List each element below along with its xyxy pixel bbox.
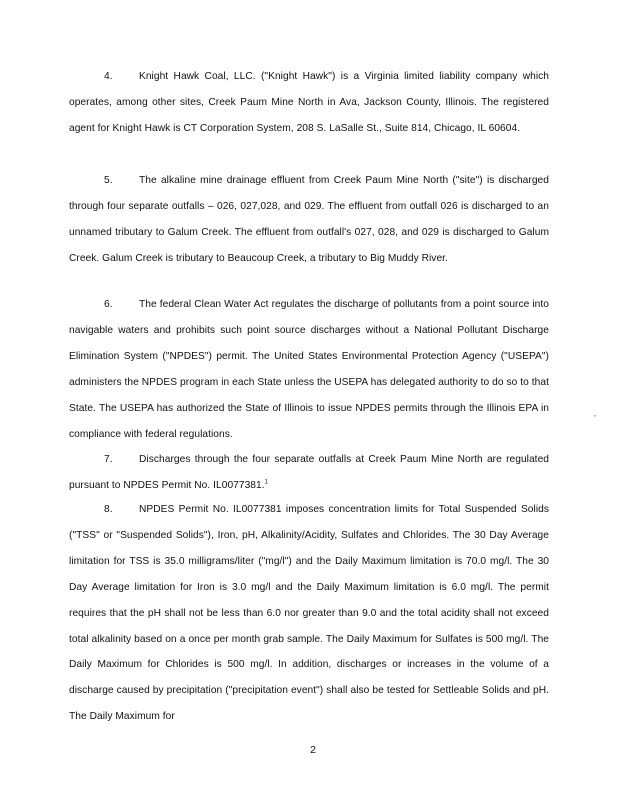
paragraph-text: The alkaline mine drainage effluent from Creek Paum Mine North ("site") is discharged through four separate outfalls – 026, 027,028, and 029. The effluent from outfall 026 is discharged to an unnamed tributary to Galum Creek. The effluent from outfall's 027, 028, and 029 is discharged to Galum Creek. Galum Creek is tributary to Beaucoup Creek, a tributary to Big Muddy River. [69, 175, 549, 264]
footnote-marker: 1 [264, 479, 269, 486]
paragraph-5 [69, 168, 549, 272]
page-number: 2 [310, 744, 316, 756]
paragraph-number: 6. [104, 299, 113, 310]
paragraph-7 [69, 447, 549, 499]
paragraph-number: 8. [104, 504, 113, 515]
paragraph-6 [69, 292, 549, 447]
paragraph-4 [69, 64, 549, 142]
paragraph-text: The federal Clean Water Act regulates the discharge of pollutants from a point source into navigable waters and prohibits such point source discharges without a National Pollutant Discharge Elimination System ("NPDES") permit. The United States Environmental Protection Agency ("USEPA") administers the NPDES program in each State unless the USEPA has delegated authority to do so to that State. The USEPA has authorized the State of Illinois to issue NPDES permits through the Illinois EPA in compliance with federal regulations. [69, 299, 549, 440]
paragraph-number: 5. [104, 175, 113, 186]
paragraph-8 [69, 497, 549, 730]
paragraph-number: 4. [104, 71, 113, 82]
scan-mark: ’ [594, 414, 596, 423]
paragraph-number: 7. [104, 454, 113, 465]
paragraph-text: Knight Hawk Coal, LLC. ("Knight Hawk") is a Virginia limited liability company which operates, among other sites, Creek Paum Mine North in Ava, Jackson County, Illinois. The registered agent for Knight Hawk is CT Corporation System, 208 S. LaSalle St., Suite 814, Chicago, IL 60604. [69, 71, 549, 134]
paragraph-text: NPDES Permit No. IL0077381 imposes concentration limits for Total Suspended Solids ("TSS" or "Suspended Solids"), Iron, pH, Alkalinity/Acidity, Sulfates and Chlorides. The 30 Day Average limitation for TSS is 35.0 milligrams/liter ("mg/l") and the Daily Maximum limitation is 70.0 mg/l. The 30 Day Average limitation for Iron is 3.0 mg/l and the Daily Maximum limitation is 6.0 mg/l. The permit requires that the pH shall not be less than 6.0 nor greater than 9.0 and the total acidity shall not exceed total alkalinity based on a once per month grab sample. The Daily Maximum for Sulfates is 500 mg/l. The Daily Maximum for Chlorides is 500 mg/l. In addition, discharges or increases in the volume of a discharge caused by precipitation ("precipitation event") shall also be tested for Settleable Solids and pH. The Daily Maximum for [69, 504, 549, 723]
paragraph-text: Discharges through the four separate outfalls at Creek Paum Mine North are regulated pursuant to NPDES Permit No. IL0077381. [69, 454, 549, 491]
